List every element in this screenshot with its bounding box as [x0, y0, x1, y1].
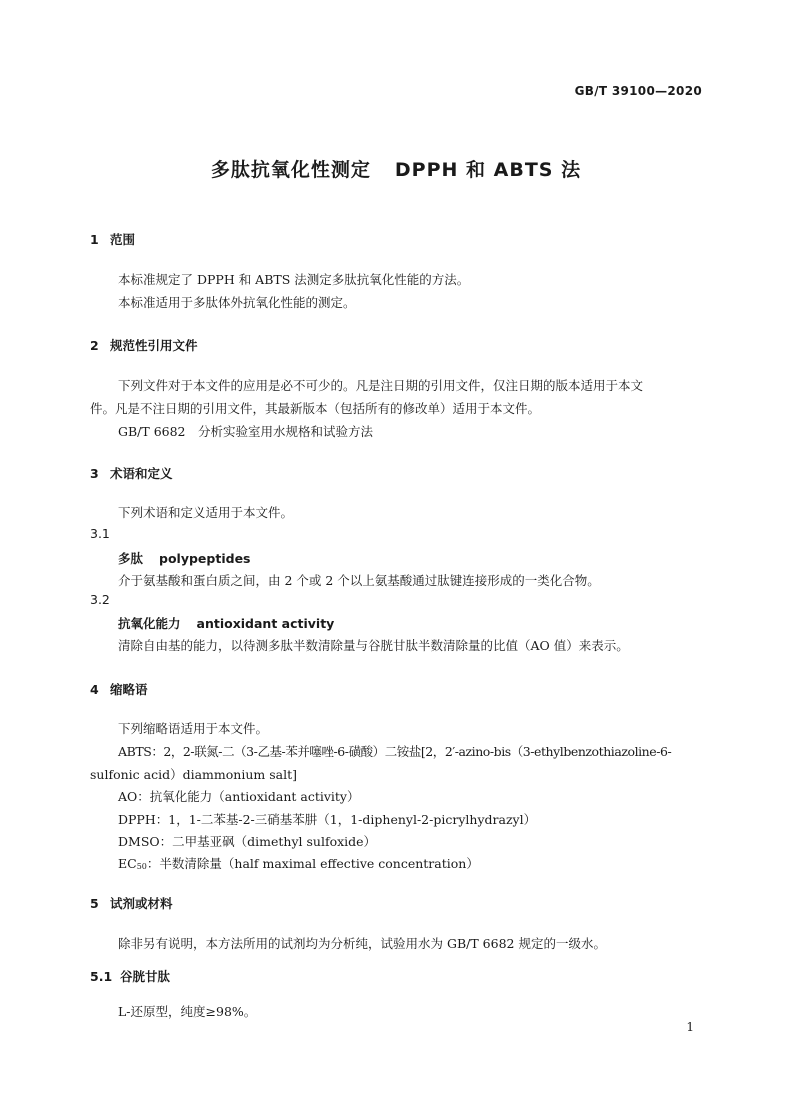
abbreviation-ec50 [118, 854, 479, 872]
term-name-polypeptides [118, 549, 250, 567]
section-heading-abbreviations [90, 680, 148, 698]
section-title: 范围 [110, 232, 136, 247]
section-number: 1 [90, 232, 99, 247]
abbreviation-abts-line-1: ABTS：2，2-联氮-二（3-乙基-苯并噻唑-6-磺酸）二铵盐[2，2′-azino-bis（3-ethylbenzothiazoline-6- [118, 744, 672, 759]
section-number: 3 [90, 466, 99, 481]
term-definition-polypeptides: 介于氨基酸和蛋白质之间，由 2 个或 2 个以上氨基酸通过肽键连接形成的一类化合物。 [118, 573, 600, 588]
section-title: 规范性引用文件 [110, 338, 198, 353]
document-title [0, 155, 792, 182]
section-title: 试剂或材料 [110, 896, 173, 911]
section-heading-terms [90, 464, 173, 482]
section-title: 缩略语 [110, 682, 148, 697]
term-name-cn: 多肽 [118, 551, 144, 566]
term-name-en: antioxidant activity [196, 616, 335, 631]
ec50-text: ：半数清除量（half maximal effective concentration） [146, 856, 479, 871]
scope-paragraph-1: 本标准规定了 DPPH 和 ABTS 法测定多肽抗氧化性能的方法。 [118, 272, 470, 287]
abbreviation-abts-line-2: sulfonic acid）diammonium salt] [90, 767, 297, 782]
subsection-title: 谷胱甘肽 [120, 969, 171, 984]
section-heading-reagents [90, 894, 173, 912]
section-heading-scope [90, 230, 135, 248]
normative-reference-1: GB/T 6682 分析实验室用水规格和试验方法 [118, 424, 374, 439]
subsection-number: 5.1 [90, 969, 113, 984]
section-number: 2 [90, 338, 99, 353]
abbreviation-dpph: DPPH：1，1-二苯基-2-三硝基苯肼（1，1-diphenyl-2-picrylhydrazyl） [118, 812, 537, 827]
term-name-antioxidant-activity [118, 614, 334, 632]
subsection-heading-glutathione [90, 967, 170, 985]
normative-paragraph-line-2: 件。凡是不注日期的引用文件，其最新版本（包括所有的修改单）适用于本文件。 [90, 401, 541, 416]
term-number-3-1: 3.1 [90, 526, 110, 541]
ec50-prefix: EC [118, 856, 137, 871]
normative-paragraph-line-1: 下列文件对于本文件的应用是必不可少的。凡是注日期的引用文件，仅注日期的版本适用于本文 [118, 378, 644, 393]
page-number: 1 [686, 1020, 694, 1034]
term-definition-antioxidant-activity: 清除自由基的能力，以待测多肽半数清除量与谷胱甘肽半数清除量的比值（AO 值）来表示。 [118, 638, 629, 653]
terms-intro: 下列术语和定义适用于本文件。 [118, 505, 294, 520]
section-heading-normative [90, 336, 198, 354]
reagents-intro: 除非另有说明，本方法所用的试剂均为分析纯，试验用水为 GB/T 6682 规定的一级水。 [118, 936, 606, 951]
abbreviation-ao: AO：抗氧化能力（antioxidant activity） [118, 789, 360, 804]
term-name-cn: 抗氧化能力 [118, 616, 181, 631]
term-name-en: polypeptides [159, 551, 251, 566]
ec50-subscript: 50 [136, 862, 147, 871]
section-number: 5 [90, 896, 99, 911]
term-number-3-2: 3.2 [90, 592, 110, 607]
glutathione-spec: L-还原型，纯度≥98%。 [118, 1004, 257, 1019]
abbreviations-intro: 下列缩略语适用于本文件。 [118, 721, 269, 736]
abbreviation-dmso: DMSO：二甲基亚砜（dimethyl sulfoxide） [118, 834, 377, 849]
scope-paragraph-2: 本标准适用于多肽体外抗氧化性能的测定。 [118, 295, 356, 310]
title-en: DPPH 和 ABTS 法 [394, 159, 582, 181]
standard-code: GB/T 39100—2020 [574, 84, 702, 98]
section-title: 术语和定义 [110, 466, 173, 481]
section-number: 4 [90, 682, 99, 697]
title-cn: 多肽抗氧化性测定 [210, 159, 371, 181]
